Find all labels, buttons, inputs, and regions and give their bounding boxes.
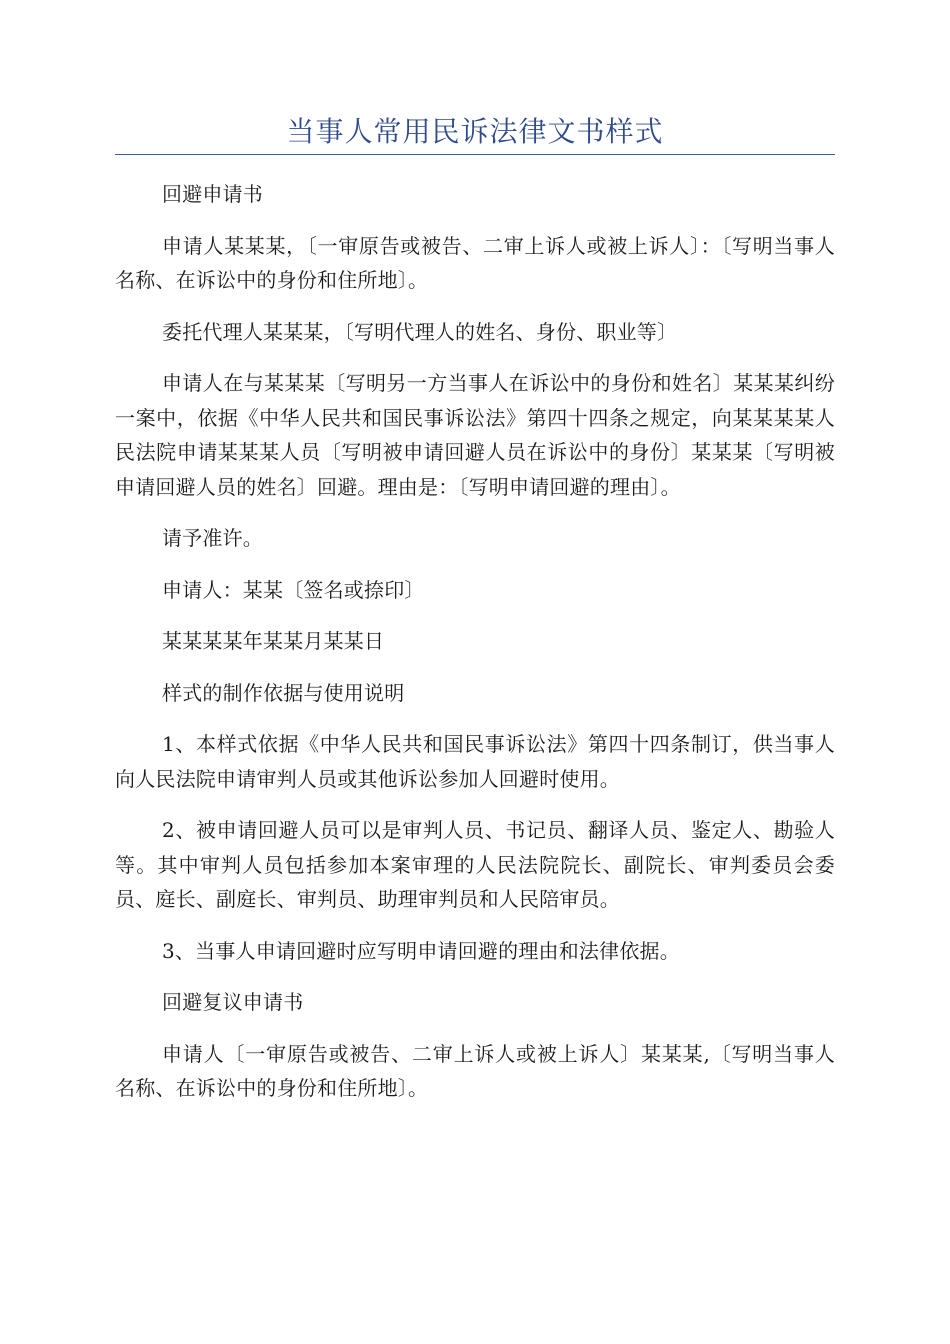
- paragraph: 申请人某某某，〔一审原告或被告、二审上诉人或被上诉人〕：〔写明当事人名称、在诉讼中的身份和住所地〕。: [115, 233, 835, 292]
- paragraph: 回避申请书: [162, 182, 263, 206]
- paragraph: 某某某某年某某月某某日: [162, 629, 385, 653]
- document-body: [115, 177, 835, 1123]
- paragraph: 1、本样式依据《中华人民共和国民事诉讼法》第四十四条制订，供当事人向人民法院申请审判人员或其他诉讼参加人回避时使用。: [115, 732, 835, 791]
- paragraph: 委托代理人某某某，〔写明代理人的姓名、身份、职业等〕: [162, 319, 678, 344]
- paragraph: 申请人在与某某某〔写明另一方当事人在诉讼中的身份和姓名〕某某某纠纷一案中，依据《中华人民共和国民事诉讼法》第四十四条之规定，向某某某某人民法院申请某某某人员〔写明被申请回避人员在诉讼中的身份〕某某某〔写明被申请回避人员的姓名〕回避。理由是：〔写明申请回避的理由〕。: [115, 371, 835, 499]
- title-underline: [115, 154, 835, 155]
- document-title: 当事人常用民诉法律文书样式: [286, 115, 664, 148]
- paragraph: 样式的制作依据与使用说明: [162, 680, 405, 705]
- paragraph: 回避复议申请书: [162, 990, 304, 1014]
- paragraph: 申请人：某某〔签名或捺印〕: [162, 577, 425, 602]
- paragraph: 3、当事人申请回避时应写明申请回避的理由和法律依据。: [162, 938, 680, 963]
- paragraph: 申请人〔一审原告或被告、二审上诉人或被上诉人〕某某某,〔写明当事人名称、在诉讼中的身份和住所地〕。: [115, 1041, 835, 1100]
- paragraph: 2、被申请回避人员可以是审判人员、书记员、翻译人员、鉴定人、勘验人等。其中审判人员包括参加本案审理的人民法院院长、副院长、审判委员会委员、庭长、副庭长、审判员、助理审判员和人民陪审员。: [115, 818, 835, 911]
- paragraph: 请予准许。: [162, 526, 263, 550]
